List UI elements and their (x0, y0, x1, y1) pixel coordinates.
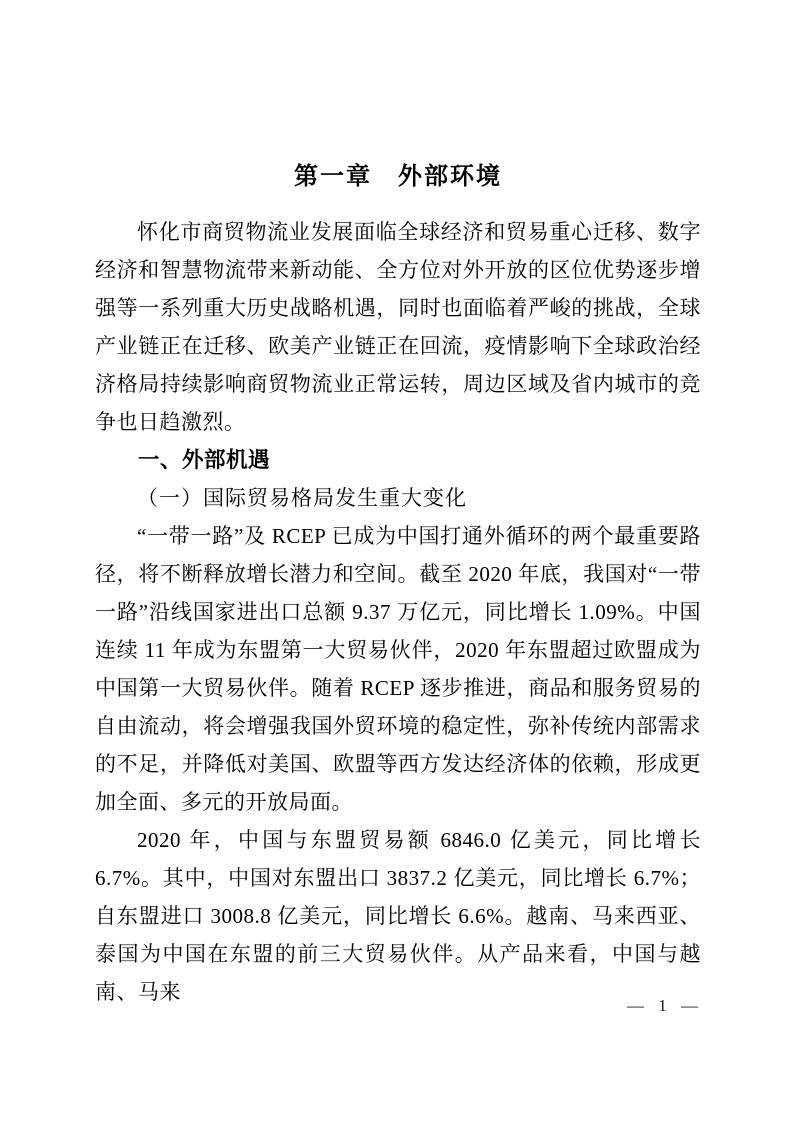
paragraph-intro: 怀化市商贸物流业发展面临全球经济和贸易重心迁移、数字经济和智慧物流带来新动能、全方位对外开放的区位优势逐步增强等一系列重大历史战略机遇，同时也面临着严峻的挑战，全球产业链正在迁移、欧美产业链正在回流，疫情影响下全球政治经济格局持续影响商贸物流业正常运转，周边区域及省内城市的竞争也日趋激烈。 (95, 220, 701, 434)
chapter-title: 第一章 外部环境 (294, 163, 502, 190)
paragraph-asean-trade: 2020 年，中国与东盟贸易额 6846.0 亿美元，同比增长 6.7%。其中，中国对东盟出口 3837.2 亿美元，同比增长 6.7%；自东盟进口 3008.8 亿美元，同比增长 6.6%。越南、马来西亚、泰国为中国在东盟的前三大贸易伙伴。从产品来看，中国与越南、马来 (95, 828, 701, 1004)
page-number: — 1 — (627, 996, 700, 1015)
page-footer (627, 996, 700, 1016)
page-content (95, 0, 701, 1011)
section-heading: 一、外部机遇 (138, 448, 271, 472)
paragraph-belt-and-road: “一带一路”及 RCEP 已成为中国打通外循环的两个最重要路径，将不断释放增长潜力和空间。截至 2020 年底，我国对“一带一路”沿线国家进出口总额 9.37 万亿元，同比增长 1.09%。中国连续 11 年成为东盟第一大贸易伙伴，2020 年东盟超过欧盟成为中国第一大贸易伙伴。随着 RCEP 逐步推进，商品和服务贸易的自由流动，将会增强我国外贸环境的稳定性，弥补传统内部需求的不足，并降低对美国、欧盟等西方发达经济体的依赖，形成更加全面、多元的开放局面。 (95, 524, 701, 814)
section-subheading: （一）国际贸易格局发生重大变化 (137, 486, 467, 510)
